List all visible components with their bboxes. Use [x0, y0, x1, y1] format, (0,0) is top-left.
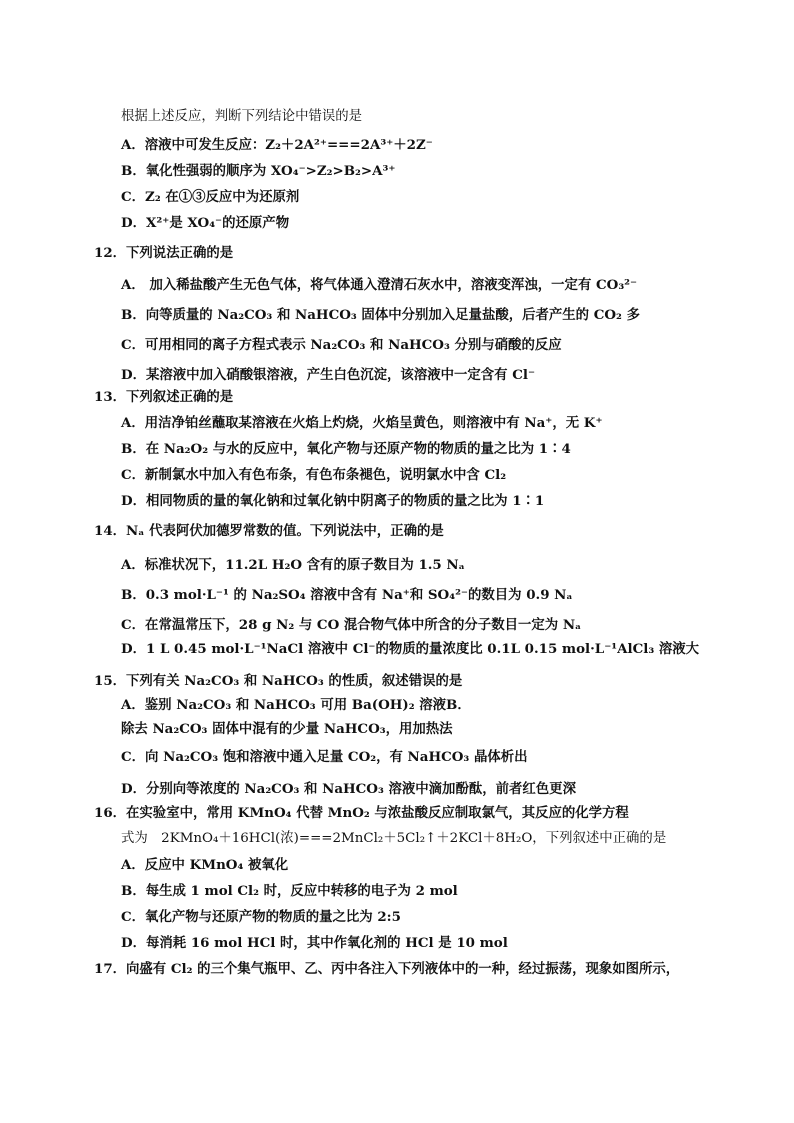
- text-line: A．用洁净铂丝蘸取某溶液在火焰上灼烧，火焰呈黄色，则溶液中有 Na⁺，无 K⁺: [121, 415, 603, 431]
- text-line: A．标准状况下，11.2L H₂O 含有的原子数目为 1.5 Nₐ: [121, 557, 465, 573]
- text-line: 15．下列有关 Na₂CO₃ 和 NaHCO₃ 的性质，叙述错误的是: [94, 673, 463, 689]
- text-line: D．1 L 0.45 mol·L⁻¹NaCl 溶液中 Cl⁻的物质的量浓度比 0.1L 0.15 mol·L⁻¹AlCl₃ 溶液大: [121, 641, 700, 657]
- text-line: A．鉴别 Na₂CO₃ 和 NaHCO₃ 可用 Ba(OH)₂ 溶液B．: [121, 697, 471, 713]
- text-line: 式为 2KMnO₄＋16HCl(浓)===2MnCl₂＋5Cl₂↑＋2KCl＋8H₂O，下列叙述中正确的是: [121, 831, 667, 846]
- text-line: 12．下列说法正确的是: [94, 245, 234, 261]
- text-line: D．分别向等浓度的 Na₂CO₃ 和 NaHCO₃ 溶液中滴加酚酞，前者红色更深: [121, 781, 576, 797]
- text-line: B．每生成 1 mol Cl₂ 时，反应中转移的电子为 2 mol: [121, 883, 458, 899]
- text-line: D．相同物质的量的氧化钠和过氧化钠中阴离子的物质的量之比为 1∶1: [121, 493, 545, 509]
- text-line: C．氧化产物与还原产物的物质的量之比为 2:5: [121, 909, 401, 925]
- text-line: C．可用相同的离子方程式表示 Na₂CO₃ 和 NaHCO₃ 分别与硝酸的反应: [121, 337, 562, 353]
- text-line: 16．在实验室中，常用 KMnO₄ 代替 MnO₂ 与浓盐酸反应制取氯气，其反应的化学方程: [94, 805, 629, 821]
- text-line: 除去 Na₂CO₃ 固体中混有的少量 NaHCO₃，用加热法: [121, 721, 453, 737]
- text-line: C．在常温常压下，28 g N₂ 与 CO 混合物气体中所含的分子数目一定为 Nₐ: [121, 617, 582, 633]
- text-line: B．氧化性强弱的顺序为 XO₄⁻>Z₂>B₂>A³⁺: [121, 163, 396, 179]
- text-line: 17．向盛有 Cl₂ 的三个集气瓶甲、乙、丙中各注入下列液体中的一种，经过振荡，现象如图所示，: [94, 961, 680, 977]
- text-line: A．反应中 KMnO₄ 被氧化: [121, 857, 289, 873]
- text-line: 14．Nₐ 代表阿伏加德罗常数的值。下列说法中，正确的是: [94, 523, 444, 539]
- text-line: 13．下列叙述正确的是: [94, 389, 234, 405]
- text-line: C．向 Na₂CO₃ 饱和溶液中通入足量 CO₂，有 NaHCO₃ 晶体析出: [121, 749, 528, 765]
- text-line: D．某溶液中加入硝酸银溶液，产生白色沉淀，该溶液中一定含有 Cl⁻: [121, 367, 536, 383]
- text-line: A． 加入稀盐酸产生无色气体，将气体通入澄清石灰水中，溶液变浑浊，一定有 CO₃²⁻: [121, 277, 638, 293]
- text-line: B．向等质量的 Na₂CO₃ 和 NaHCO₃ 固体中分别加入足量盐酸，后者产生的 CO₂ 多: [121, 307, 640, 323]
- text-line: C．Z₂ 在①③反应中为还原剂: [121, 189, 300, 205]
- text-line: D．X²⁺是 XO₄⁻的还原产物: [121, 215, 290, 231]
- text-line: A．溶液中可发生反应：Z₂＋2A²⁺===2A³⁺＋2Z⁻: [121, 137, 433, 153]
- text-line: B．在 Na₂O₂ 与水的反应中，氧化产物与还原产物的物质的量之比为 1∶4: [121, 441, 571, 457]
- text-line: 根据上述反应，判断下列结论中错误的是: [121, 109, 363, 124]
- text-line: D．每消耗 16 mol HCl 时，其中作氧化剂的 HCl 是 10 mol: [121, 935, 508, 951]
- text-line: B．0.3 mol·L⁻¹ 的 Na₂SO₄ 溶液中含有 Na⁺和 SO₄²⁻的数目为 0.9 Nₐ: [121, 587, 573, 603]
- text-line: C．新制氯水中加入有色布条，有色布条褪色，说明氯水中含 Cl₂: [121, 467, 507, 483]
